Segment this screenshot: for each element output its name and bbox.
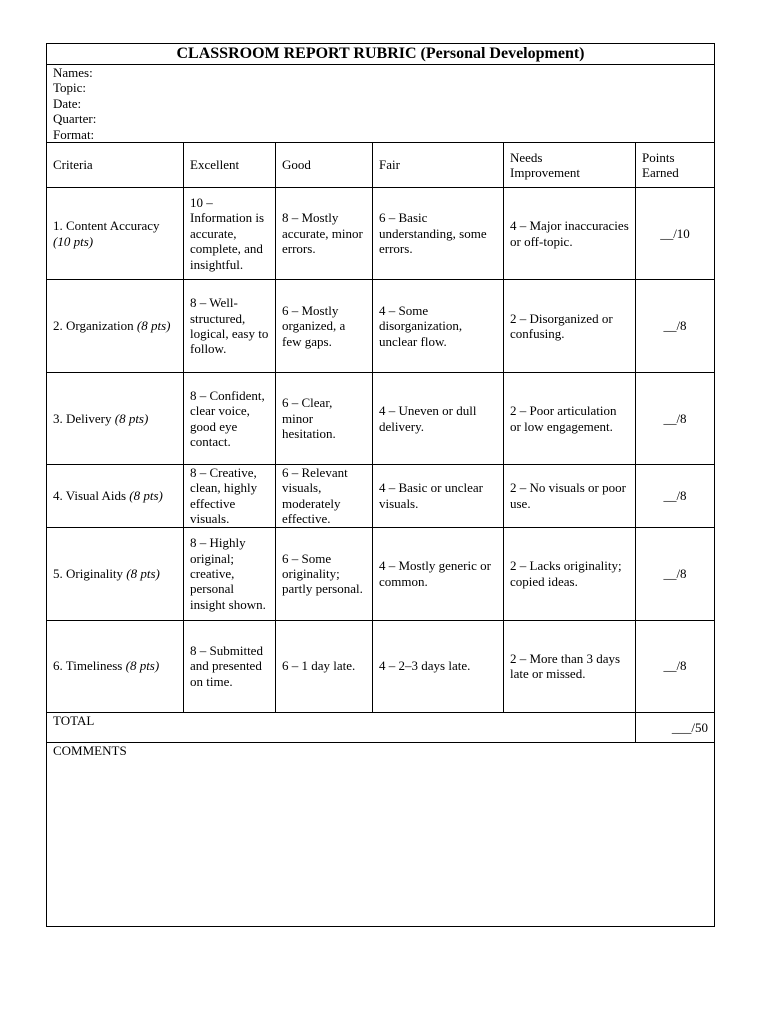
needs-cell: 2 – More than 3 days late or missed.: [504, 620, 636, 712]
table-row: [47, 373, 715, 465]
table-row: [47, 280, 715, 373]
good-cell: 6 – 1 day late.: [276, 620, 373, 712]
criterion-weight: (8 pts): [129, 488, 163, 504]
criterion-weight: (10 pts): [53, 233, 94, 249]
criterion-name: 1. Content Accuracy: [53, 218, 160, 234]
good-cell: 8 – Mostly accurate, minor errors.: [276, 188, 373, 280]
header-points-line2: Earned: [642, 165, 679, 181]
criterion-weight: (8 pts): [125, 658, 160, 674]
points-cell: __/8: [636, 620, 715, 712]
points-cell: __/8: [636, 527, 715, 620]
excellent-cell: 8 – Confident, clear voice, good eye contact.: [184, 373, 276, 465]
excellent-cell: 8 – Highly original; creative, personal insight shown.: [184, 527, 276, 620]
info-fields: [47, 65, 715, 143]
fair-cell: 4 – Uneven or dull delivery.: [373, 373, 504, 465]
header-points-line1: Points: [642, 149, 675, 165]
criterion-name: 4. Visual Aids: [53, 488, 127, 504]
header-needs-line1: Needs: [510, 149, 543, 165]
good-cell: 6 – Some originality; partly personal.: [276, 527, 373, 620]
good-cell: 6 – Clear, minor hesitation.: [276, 373, 373, 465]
table-row: [47, 465, 715, 528]
names-label: Names:: [53, 65, 93, 80]
good-cell: 6 – Relevant visuals, moderately effective.: [276, 465, 373, 528]
total-row: [47, 712, 715, 742]
fair-cell: 4 – Mostly generic or common.: [373, 527, 504, 620]
fair-cell: 4 – Basic or unclear visuals.: [373, 465, 504, 528]
needs-cell: 2 – No visuals or poor use.: [504, 465, 636, 528]
needs-cell: 2 – Disorganized or confusing.: [504, 280, 636, 373]
table-row: [47, 620, 715, 712]
header-needs-line2: Improvement: [510, 165, 581, 181]
topic-label: Topic:: [53, 80, 87, 96]
criterion-name: 6. Timeliness: [53, 658, 123, 674]
points-cell: __/8: [636, 465, 715, 528]
format-label: Format:: [53, 126, 95, 142]
header-points-earned: [636, 143, 715, 188]
criterion-cell: [47, 373, 184, 465]
criterion-weight: (8 pts): [126, 565, 160, 581]
page-title: CLASSROOM REPORT RUBRIC (Personal Development): [47, 44, 715, 65]
criterion-weight: (8 pts): [114, 410, 149, 426]
table-row: [47, 527, 715, 620]
header-excellent: Excellent: [184, 143, 276, 188]
total-label: TOTAL: [47, 712, 636, 742]
excellent-cell: 8 – Creative, clean, highly effective visuals.: [184, 465, 276, 528]
points-cell: __/8: [636, 280, 715, 373]
criterion-cell: [47, 188, 184, 280]
fair-cell: 4 – Some disorganization, unclear flow.: [373, 280, 504, 373]
good-cell: 6 – Mostly organized, a few gaps.: [276, 280, 373, 373]
criterion-cell: [47, 280, 184, 373]
title-row: [47, 44, 715, 65]
table-row: [47, 188, 715, 280]
header-row: [47, 143, 715, 188]
points-cell: __/10: [636, 188, 715, 280]
criterion-weight: (8 pts): [136, 318, 171, 334]
comments-box[interactable]: [47, 742, 715, 926]
header-good: Good: [276, 143, 373, 188]
header-fair: Fair: [373, 143, 504, 188]
needs-cell: 2 – Poor articulation or low engagement.: [504, 373, 636, 465]
fair-cell: 6 – Basic understanding, some errors.: [373, 188, 504, 280]
excellent-cell: 8 – Well-structured, logical, easy to follow.: [184, 280, 276, 373]
fair-cell: 4 – 2–3 days late.: [373, 620, 504, 712]
criterion-name: 3. Delivery: [53, 410, 112, 426]
quarter-label: Quarter:: [53, 111, 97, 127]
criterion-cell: [47, 465, 184, 528]
header-needs-improvement: [504, 143, 636, 188]
criterion-cell: [47, 527, 184, 620]
criterion-name: 2. Organization: [53, 318, 134, 334]
needs-cell: 2 – Lacks originality; copied ideas.: [504, 527, 636, 620]
excellent-cell: 8 – Submitted and presented on time.: [184, 620, 276, 712]
total-points: ___/50: [636, 712, 715, 742]
rubric-table: [46, 43, 715, 927]
comments-row: [47, 742, 715, 926]
criterion-cell: [47, 620, 184, 712]
excellent-cell: 10 – Information is accurate, complete, and insightful.: [184, 188, 276, 280]
date-label: Date:: [53, 95, 82, 111]
info-row: [47, 65, 715, 143]
needs-cell: 4 – Major inaccuracies or off-topic.: [504, 188, 636, 280]
header-criteria: Criteria: [47, 143, 184, 188]
points-cell: __/8: [636, 373, 715, 465]
criterion-name: 5. Originality: [53, 565, 124, 581]
comments-label: COMMENTS: [53, 742, 127, 758]
